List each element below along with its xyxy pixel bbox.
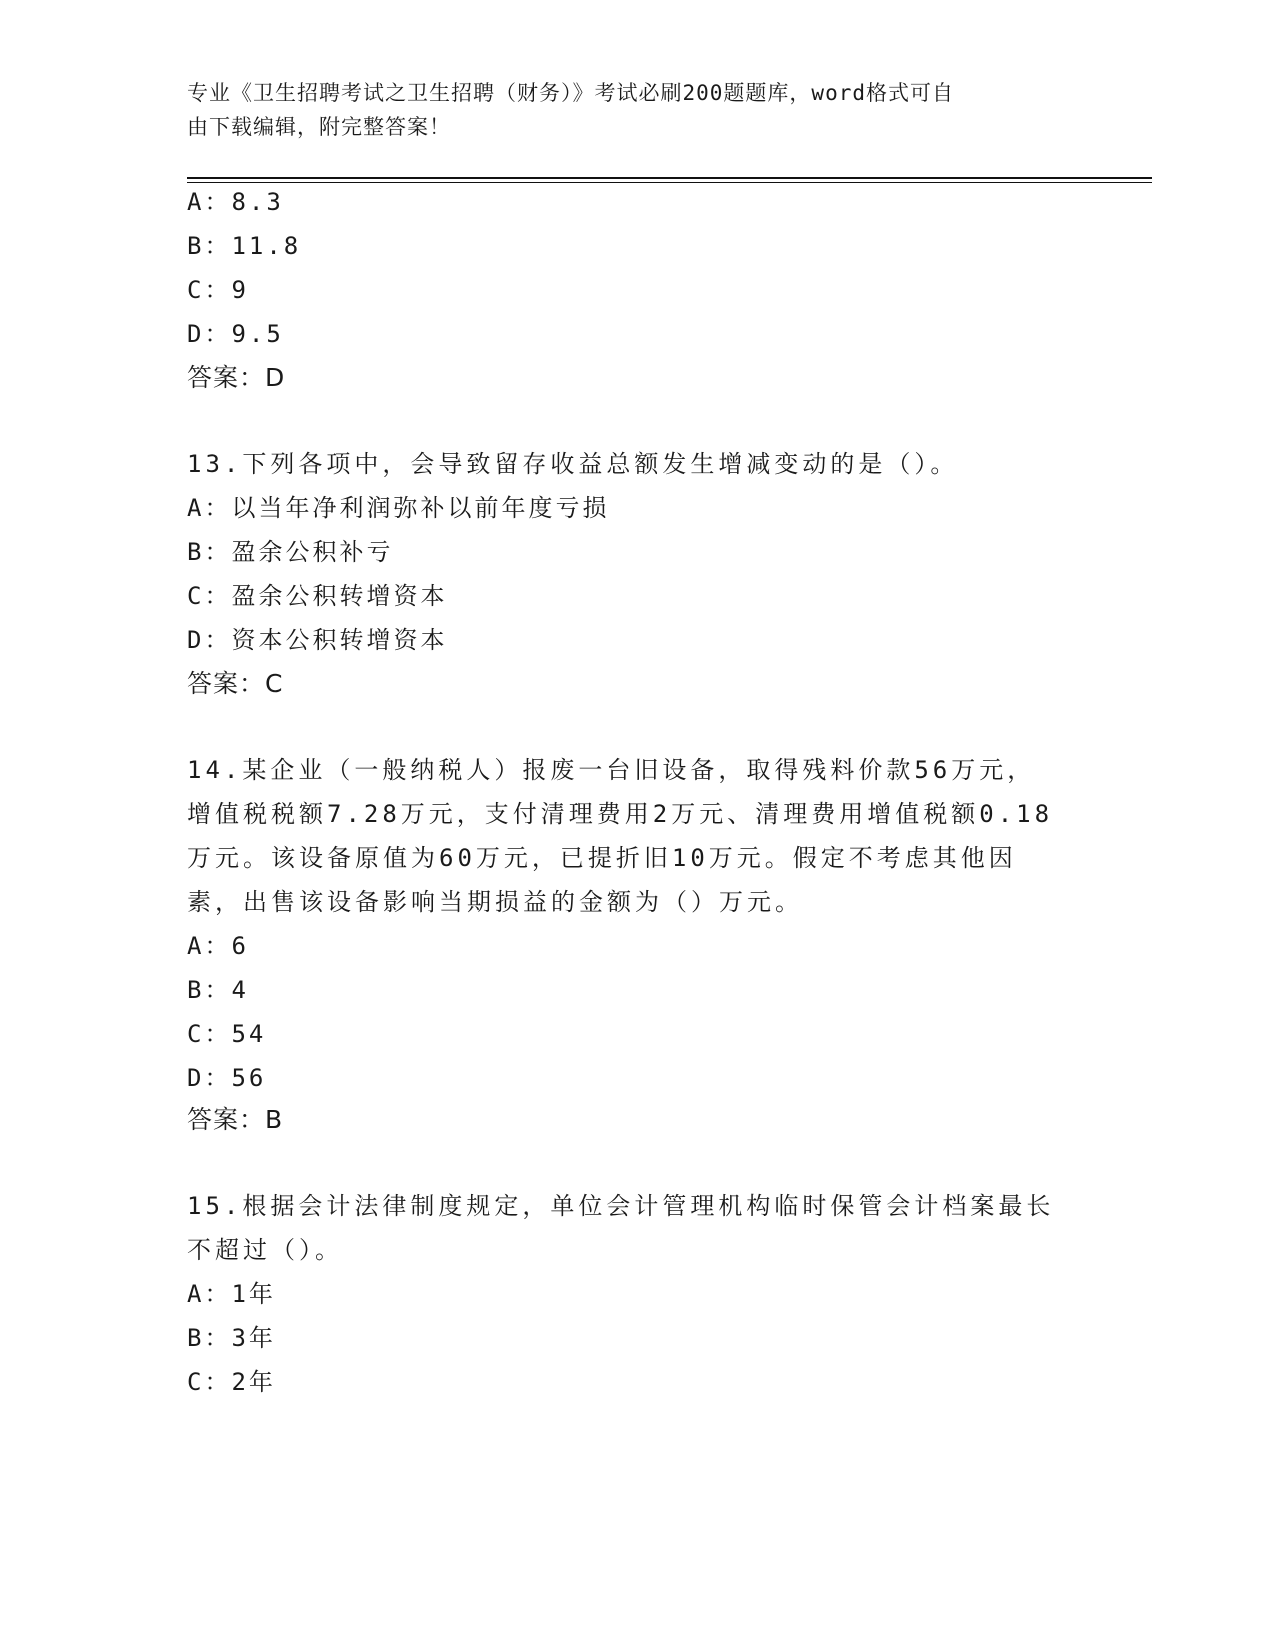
q14-answer: 答案：B bbox=[187, 1105, 284, 1134]
q15-stem-line-1: 15.根据会计法律制度规定，单位会计管理机构临时保管会计档案最长 bbox=[187, 1192, 1055, 1220]
q13-option-c: C：盈余公积转增资本 bbox=[187, 582, 448, 610]
q14-option-a: A：6 bbox=[187, 932, 249, 960]
q14-option-c: C：54 bbox=[187, 1020, 267, 1048]
q13-option-d: D：资本公积转增资本 bbox=[187, 626, 448, 654]
q15-stem-line-2: 不超过（）。 bbox=[187, 1236, 343, 1264]
q12-option-b: B：11.8 bbox=[187, 232, 302, 260]
document-header bbox=[187, 76, 1067, 144]
header-line-2: 由下载编辑，附完整答案！ bbox=[187, 115, 451, 139]
header-divider bbox=[187, 177, 1152, 179]
header-line-1: 专业《卫生招聘考试之卫生招聘（财务）》考试必刷200题题库，word格式可自 bbox=[187, 81, 954, 105]
q14-stem-line-4: 素，出售该设备影响当期损益的金额为（）万元。 bbox=[187, 888, 803, 916]
q15-option-c: C：2年 bbox=[187, 1368, 276, 1396]
q13-stem: 13.下列各项中，会导致留存收益总额发生增减变动的是（）。 bbox=[187, 450, 959, 478]
q14-option-d: D：56 bbox=[187, 1064, 267, 1092]
q13-option-b: B：盈余公积补亏 bbox=[187, 538, 394, 566]
q13-answer: 答案：C bbox=[187, 669, 284, 698]
q14-stem-line-2: 增值税税额7.28万元，支付清理费用2万元、清理费用增值税额0.18 bbox=[187, 800, 1054, 828]
q14-option-b: B：4 bbox=[187, 976, 249, 1004]
q12-option-a: A：8.3 bbox=[187, 188, 284, 216]
q15-option-b: B：3年 bbox=[187, 1324, 276, 1352]
q13-option-a: A：以当年净利润弥补以前年度亏损 bbox=[187, 494, 610, 522]
q12-option-c: C：9 bbox=[187, 276, 249, 304]
q14-stem-line-1: 14.某企业（一般纳税人）报废一台旧设备，取得残料价款56万元， bbox=[187, 756, 1036, 784]
q12-option-d: D：9.5 bbox=[187, 320, 284, 348]
header-divider-thin bbox=[187, 182, 1152, 183]
q12-answer: 答案：D bbox=[187, 363, 286, 392]
q14-stem-line-3: 万元。该设备原值为60万元，已提折旧10万元。假定不考虑其他因 bbox=[187, 844, 1017, 872]
q15-option-a: A：1年 bbox=[187, 1280, 276, 1308]
